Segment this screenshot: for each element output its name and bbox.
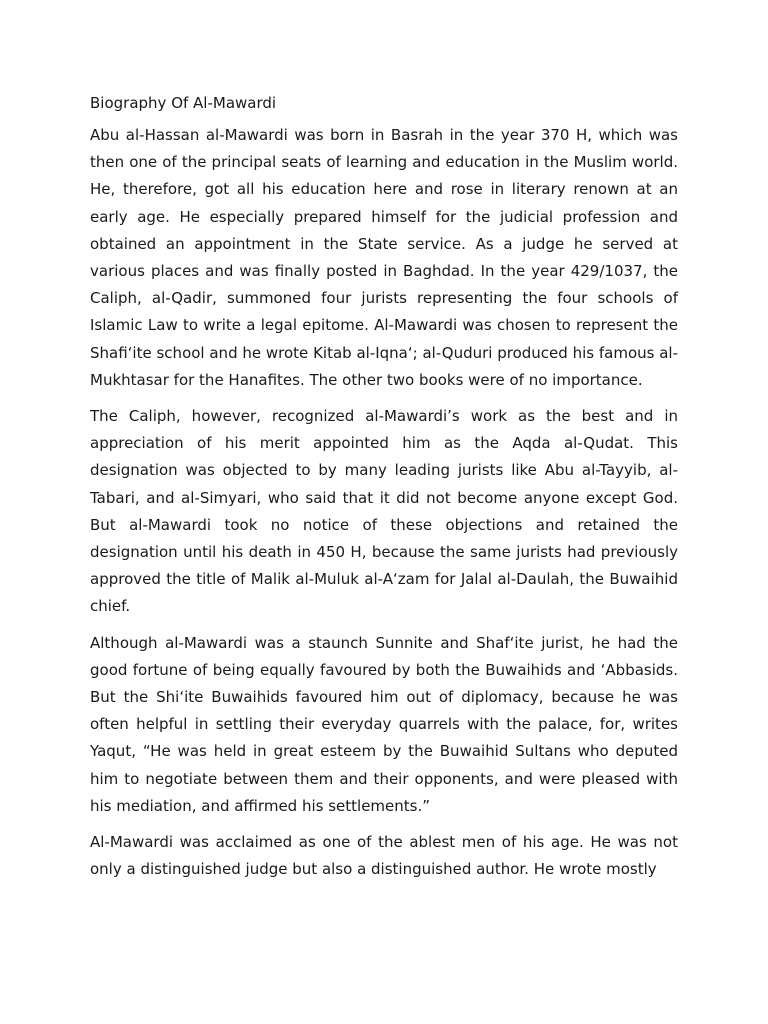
paragraph-author: Al-Mawardi was acclaimed as one of the ablest men of his age. He was not only a distinguished judge but also a distinguished author. He wrote mostly	[90, 833, 678, 879]
document-page	[90, 92, 678, 883]
document-title: Biography Of Al-Mawardi	[90, 94, 277, 112]
paragraph-buwaihids: Although al-Mawardi was a staunch Sunnite and Shaf‘ite jurist, he had the good fortune of being equally favoured by both the Buwaihids and ‘Abbasids. But the Shi‘ite Buwaihids favoured him out of diplomacy, because he was often helpful in settling their everyday quarrels with the palace, for, writes Yaqut, “He was held in great esteem by the Buwaihid Sultans who deputed him to negotiate between them and their opponents, and were pleased with his mediation, and affirmed his settlements.”	[90, 633, 678, 815]
paragraph-aqda-al-qudat: The Caliph, however, recognized al-Mawardi’s work as the best and in appreciation of his merit appointed him as the Aqda al-Qudat. This designation was objected to by many leading jurists like Abu al-Tayyib, al-Tabari, and al-Simyari, who said that it did not become anyone except God. But al-Mawardi took no notice of these objections and retained the designation until his death in 450 H, because the same jurists had previously approved the title of Malik al-Muluk al-A‘zam for Jalal al-Daulah, the Buwaihid chief.	[90, 407, 678, 616]
paragraph-early-life: Abu al-Hassan al-Mawardi was born in Basrah in the year 370 H, which was then one of the principal seats of learning and education in the Muslim world. He, therefore, got all his education here and rose in literary renown at an early age. He especially prepared himself for the judicial profession and obtained an appointment in the State service. As a judge he served at various places and was finally posted in Baghdad. In the year 429/1037, the Caliph, al-Qadir, summoned four jurists representing the four schools of Islamic Law to write a legal epitome. Al-Mawardi was chosen to represent the Shafi‘ite school and he wrote Kitab al-Iqna‘; al-Quduri produced his famous al-Mukhtasar for the Hanafites. The other two books were of no importance.	[90, 126, 678, 389]
